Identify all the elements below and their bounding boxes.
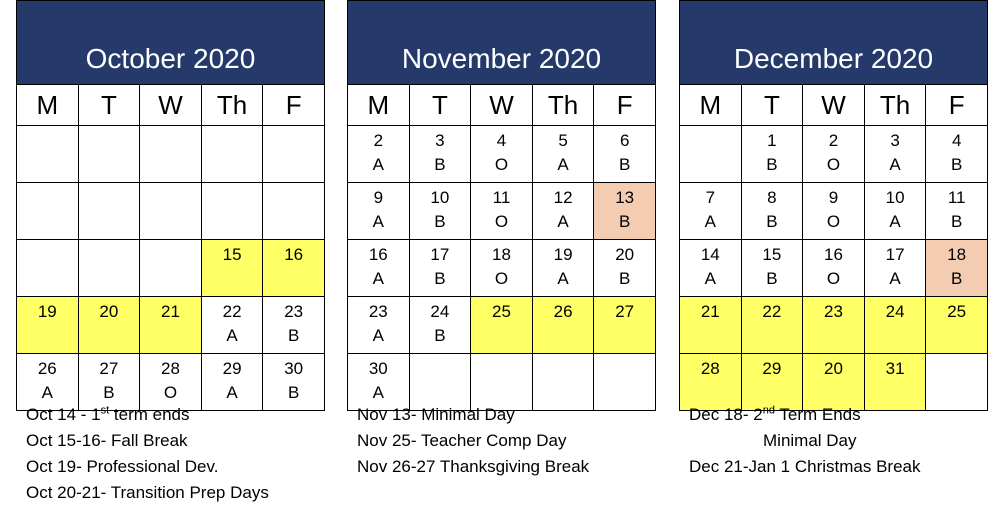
day-number: 10	[885, 188, 905, 207]
day-rotation-code: B	[951, 269, 963, 288]
week-row	[17, 240, 325, 297]
week-row	[680, 126, 988, 183]
day-cell	[680, 240, 742, 297]
day-rotation-code: A	[704, 212, 716, 231]
day-cell	[532, 183, 594, 240]
day-cell	[263, 240, 325, 297]
day-cell	[803, 297, 865, 354]
day-cell	[201, 126, 263, 183]
weekday-label: F	[594, 85, 656, 126]
day-cell	[471, 183, 533, 240]
day-cell	[926, 297, 988, 354]
note-line	[357, 428, 666, 454]
day-number: 11	[492, 188, 511, 207]
day-number: 19	[553, 245, 573, 264]
day-rotation-code: O	[826, 212, 841, 231]
note-text: nd	[762, 404, 775, 417]
day-rotation-code: A	[704, 269, 716, 288]
day-cell	[348, 240, 410, 297]
day-cell	[348, 183, 410, 240]
day-number: 30	[368, 359, 388, 378]
day-cell	[594, 240, 656, 297]
day-number: 13	[615, 188, 635, 207]
day-cell	[78, 240, 140, 297]
day-cell	[803, 126, 865, 183]
day-cell	[409, 183, 471, 240]
week-row	[17, 297, 325, 354]
day-rotation-code: O	[494, 155, 509, 174]
day-cell	[78, 183, 140, 240]
day-cell	[201, 240, 263, 297]
day-cell	[17, 126, 79, 183]
day-rotation-code: A	[889, 212, 901, 231]
week-row	[348, 126, 656, 183]
month-grid	[16, 84, 325, 411]
day-rotation-code: O	[494, 269, 509, 288]
weekday-label: W	[140, 85, 202, 126]
week-row	[17, 183, 325, 240]
day-rotation-code: B	[766, 269, 778, 288]
calendar-november	[347, 0, 656, 411]
day-cell	[140, 183, 202, 240]
day-cell	[140, 297, 202, 354]
note-line	[357, 454, 666, 480]
day-cell	[864, 297, 926, 354]
day-number: 25	[947, 302, 967, 321]
day-number: 24	[885, 302, 905, 321]
day-cell	[17, 297, 79, 354]
note-text: Oct 19- Professional Dev.	[26, 457, 219, 476]
day-cell	[17, 183, 79, 240]
notes-december	[689, 402, 998, 480]
month-title: December 2020	[679, 0, 988, 84]
day-cell	[263, 183, 325, 240]
day-cell	[864, 183, 926, 240]
day-number: 6	[619, 131, 630, 150]
day-cell	[17, 240, 79, 297]
day-rotation-code: A	[226, 326, 238, 345]
day-number: 26	[37, 359, 57, 378]
note-text: Oct 20-21- Transition Prep Days	[26, 483, 269, 502]
day-cell	[594, 297, 656, 354]
day-number: 17	[885, 245, 905, 264]
week-row	[680, 240, 988, 297]
day-cell	[926, 240, 988, 297]
day-cell	[741, 240, 803, 297]
day-number: 21	[700, 302, 720, 321]
day-cell	[680, 183, 742, 240]
note-line	[26, 402, 335, 428]
day-rotation-code: B	[288, 326, 300, 345]
weekday-label: Th	[864, 85, 926, 126]
day-rotation-code: B	[288, 383, 300, 402]
month-title: October 2020	[16, 0, 325, 84]
note-line	[689, 454, 998, 480]
day-number: 17	[430, 245, 450, 264]
note-text: Nov 26-27 Thanksgiving Break	[357, 457, 590, 476]
day-number: 29	[762, 359, 782, 378]
calendar-december	[679, 0, 988, 411]
weekday-label: Th	[201, 85, 263, 126]
note-text: Oct 15-16- Fall Break	[26, 431, 188, 450]
day-number: 22	[762, 302, 782, 321]
note-text: st	[100, 404, 110, 417]
day-number: 8	[767, 188, 777, 207]
day-number: 27	[615, 302, 635, 321]
day-rotation-code: B	[434, 212, 446, 231]
day-number: 7	[705, 188, 716, 207]
note-line	[26, 454, 335, 480]
day-number: 15	[222, 245, 242, 264]
weekday-label: M	[348, 85, 410, 126]
day-cell	[680, 297, 742, 354]
day-number: 4	[951, 131, 962, 150]
note-line	[689, 428, 998, 454]
day-cell	[140, 126, 202, 183]
day-number: 5	[558, 131, 568, 150]
day-number: 2	[828, 131, 839, 150]
day-rotation-code: O	[494, 212, 509, 231]
day-rotation-code: O	[826, 155, 841, 174]
day-number: 16	[368, 245, 388, 264]
day-cell	[471, 297, 533, 354]
week-row	[680, 183, 988, 240]
day-rotation-code: A	[557, 212, 569, 231]
day-number: 18	[492, 245, 511, 264]
weekday-label: T	[78, 85, 140, 126]
note-text: Minimal Day	[763, 431, 857, 450]
day-rotation-code: B	[103, 383, 115, 402]
note-line	[357, 402, 666, 428]
day-cell	[348, 126, 410, 183]
day-number: 20	[99, 302, 119, 321]
day-cell	[803, 240, 865, 297]
day-number: 10	[430, 188, 450, 207]
note-text: Term Ends	[774, 405, 861, 424]
day-number: 28	[700, 359, 720, 378]
day-number: 30	[284, 359, 304, 378]
day-cell	[78, 297, 140, 354]
day-cell	[594, 126, 656, 183]
week-row	[17, 126, 325, 183]
day-rotation-code: A	[41, 383, 53, 402]
week-row	[348, 183, 656, 240]
day-number: 28	[161, 359, 180, 378]
day-number: 2	[373, 131, 384, 150]
weekday-label: Th	[532, 85, 594, 126]
day-number: 24	[430, 302, 450, 321]
notes-october	[26, 402, 335, 506]
day-rotation-code: B	[766, 212, 778, 231]
day-number: 20	[615, 245, 635, 264]
day-rotation-code: A	[372, 212, 384, 231]
day-number: 23	[368, 302, 388, 321]
day-cell	[864, 240, 926, 297]
day-number: 22	[222, 302, 242, 321]
day-number: 9	[373, 188, 384, 207]
day-number: 27	[99, 359, 119, 378]
day-cell	[594, 183, 656, 240]
day-number: 23	[284, 302, 304, 321]
day-rotation-code: B	[951, 155, 963, 174]
day-rotation-code: B	[619, 155, 631, 174]
day-number: 3	[890, 131, 900, 150]
day-number: 15	[762, 245, 782, 264]
day-number: 12	[553, 188, 573, 207]
weekday-label: T	[409, 85, 471, 126]
day-number: 21	[161, 302, 180, 321]
day-number: 16	[824, 245, 843, 264]
weekday-header-row	[348, 85, 656, 126]
day-rotation-code: A	[557, 155, 569, 174]
weekday-label: M	[680, 85, 742, 126]
day-rotation-code: A	[889, 269, 901, 288]
day-cell	[926, 183, 988, 240]
day-cell	[532, 126, 594, 183]
day-rotation-code: O	[163, 383, 178, 402]
calendar-october	[16, 0, 325, 411]
day-rotation-code: A	[372, 383, 384, 402]
notes-november	[357, 402, 666, 480]
day-cell	[864, 126, 926, 183]
day-rotation-code: A	[372, 326, 384, 345]
day-rotation-code: B	[434, 269, 446, 288]
day-cell	[532, 297, 594, 354]
day-cell	[78, 126, 140, 183]
month-title: November 2020	[347, 0, 656, 84]
month-grid	[679, 84, 988, 411]
week-row	[348, 240, 656, 297]
note-text: Nov 13- Minimal Day	[357, 405, 515, 424]
day-cell	[926, 126, 988, 183]
day-number: 3	[435, 131, 445, 150]
day-cell	[263, 126, 325, 183]
note-text: term ends	[109, 405, 190, 424]
note-text: Oct 14 - 1	[26, 405, 101, 424]
day-cell	[741, 183, 803, 240]
day-cell	[409, 126, 471, 183]
month-grid	[347, 84, 656, 411]
day-rotation-code: A	[557, 269, 569, 288]
day-number: 16	[284, 245, 304, 264]
day-number: 18	[947, 245, 967, 264]
day-number: 9	[828, 188, 839, 207]
day-cell	[741, 126, 803, 183]
note-text: Dec 18- 2	[689, 405, 763, 424]
day-cell	[741, 297, 803, 354]
note-line	[26, 428, 335, 454]
day-rotation-code: A	[372, 269, 384, 288]
day-cell	[409, 240, 471, 297]
day-rotation-code: B	[619, 212, 631, 231]
note-line	[689, 402, 998, 428]
day-cell	[348, 297, 410, 354]
weekday-label: F	[263, 85, 325, 126]
note-text: Dec 21-Jan 1 Christmas Break	[689, 457, 921, 476]
weekday-label: W	[471, 85, 533, 126]
note-text: Nov 25- Teacher Comp Day	[357, 431, 567, 450]
weekday-header-row	[17, 85, 325, 126]
day-cell	[680, 126, 742, 183]
week-row	[680, 297, 988, 354]
day-cell	[263, 297, 325, 354]
day-rotation-code: B	[951, 212, 963, 231]
day-number: 14	[700, 245, 720, 264]
day-rotation-code: B	[434, 155, 446, 174]
day-number: 19	[37, 302, 57, 321]
day-number: 29	[222, 359, 242, 378]
day-number: 31	[885, 359, 905, 378]
day-number: 4	[496, 131, 507, 150]
note-line	[26, 480, 335, 506]
day-cell	[140, 240, 202, 297]
day-rotation-code: B	[434, 326, 446, 345]
weekday-label: M	[17, 85, 79, 126]
day-number: 25	[492, 302, 511, 321]
day-cell	[201, 183, 263, 240]
day-cell	[471, 240, 533, 297]
day-number: 26	[553, 302, 573, 321]
day-number: 1	[767, 131, 777, 150]
day-rotation-code: B	[619, 269, 631, 288]
day-number: 23	[824, 302, 843, 321]
day-rotation-code: A	[889, 155, 901, 174]
day-rotation-code: O	[826, 269, 841, 288]
day-rotation-code: A	[372, 155, 384, 174]
day-rotation-code: B	[766, 155, 778, 174]
week-row	[348, 297, 656, 354]
weekday-label: T	[741, 85, 803, 126]
weekday-label: W	[803, 85, 865, 126]
weekday-header-row	[680, 85, 988, 126]
day-cell	[532, 240, 594, 297]
day-rotation-code: A	[226, 383, 238, 402]
day-cell	[201, 297, 263, 354]
day-cell	[409, 297, 471, 354]
day-number: 20	[824, 359, 843, 378]
day-cell	[803, 183, 865, 240]
day-cell	[471, 126, 533, 183]
day-number: 11	[947, 188, 966, 207]
weekday-label: F	[926, 85, 988, 126]
